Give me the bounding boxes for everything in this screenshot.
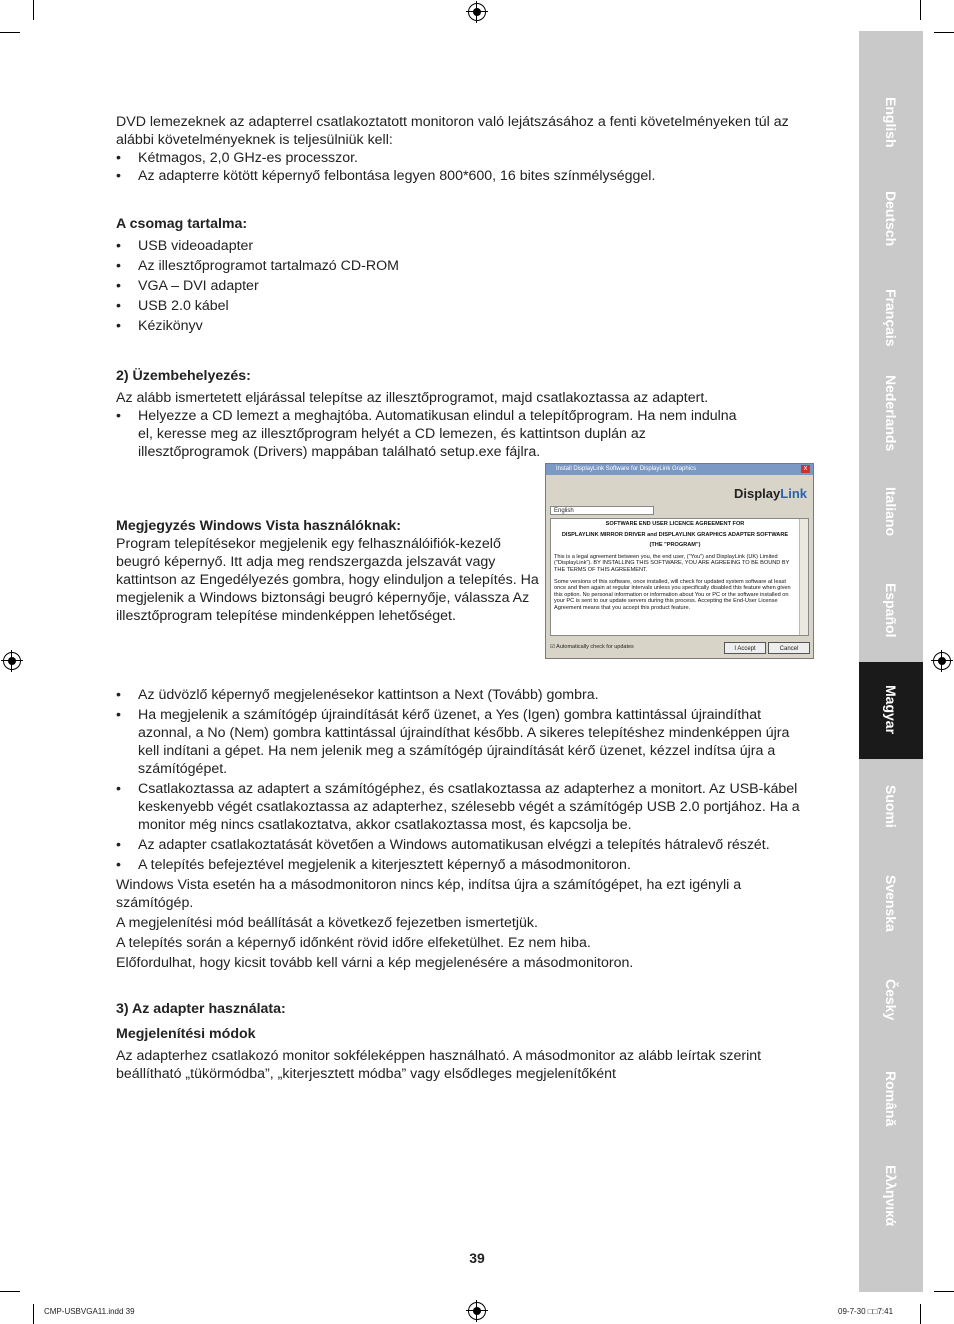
tab-cesky[interactable]: Česky	[883, 979, 899, 1021]
tab-ellinika[interactable]: Ελληνικά	[883, 1165, 899, 1227]
tab-suomi[interactable]: Suomi	[883, 785, 899, 828]
crop-mark	[33, 0, 34, 20]
crop-mark	[934, 32, 954, 33]
registration-mark-icon	[3, 652, 21, 670]
list-item: • A telepítés befejeztével megjelenik a kiterjesztett képernyő a másodmonitoron.	[116, 856, 806, 874]
tab-nederlands[interactable]: Nederlands	[883, 375, 899, 452]
after-text: Windows Vista esetén ha a másodmonitoron nincs kép, indítsa újra a számítógépet, ha ezt igényli a számítógép.	[116, 877, 742, 911]
crop-mark	[920, 0, 921, 20]
usage-text: Az adapterhez csatlakozó monitor sokféleképpen használható. A másodmonitor az alább leírtak szerint beállítható „tükörmódba”, „kiterjesztett módba” vagy elsődleges megjelenítőként	[116, 1048, 762, 1082]
after-text: Előfordulhat, hogy kicsit tovább kell várni a kép megjelenésére a másodmonitoron.	[116, 955, 634, 971]
usage-heading: 3) Az adapter használata:	[116, 1001, 286, 1017]
crop-mark	[33, 1304, 34, 1324]
install-intro: Az alább ismertetett eljárással telepítse az illesztőprogramot, majd csatlakoztassa az adaptert.	[116, 390, 709, 406]
list-item: • Kétmagos, 2,0 GHz-es processzor.	[116, 149, 806, 167]
crop-mark	[0, 32, 20, 33]
registration-mark-icon	[933, 652, 951, 670]
after-text: A megjelenítési mód beállítását a következő fejezetben ismertetjük.	[116, 915, 538, 931]
list-item: • Ha megjelenik a számítógép újraindítását kérő üzenet, a Yes (Igen) gombra kattintással újraindíthat azonnal, a No (Nem) gombra kattintással újraindíthat később. A sikeres telepítéshez mindenképpen újra kell indítani a gépet. Ha nem jelenik meg a számítógép újraindítását kérő üzenet, kézzel indítsa újra a számítógépet.	[116, 706, 806, 778]
tab-magyar[interactable]: Magyar	[859, 662, 923, 759]
language-sidebar	[859, 31, 923, 1292]
list-item: • Az üdvözlő képernyő megjelenésekor kattintson a Next (Tovább) gombra.	[116, 686, 806, 704]
page-number: 39	[469, 1250, 485, 1266]
package-heading: A csomag tartalma:	[116, 216, 248, 232]
licence-text: SOFTWARE END USER LICENCE AGREEMENT FOR DISPLAYLINK MIRROR DRIVER and DISPLAYLINK GRAPHICS ADAPTER SOFTWARE (THE "PROGRAM") This is a legal agreement between you, the end user, ("You") and DisplayLink (UK) Limited ("DisplayLink"). BY INSTALLING THIS SOFTWARE, YOU ARE AGREEING TO BE BOUND BY THE TERMS OF THIS AGREEMENT. Some versions of this software, once installed, will check for updated system software at least once and then again at regular intervals unless you specifically disabled this feature when given this option. No personal information or information about You or PC or the software installed on your PC is sent to our update servers during this process. Accepting the End-User License Agreement means that you accept this product feature.	[550, 518, 809, 636]
tab-francais[interactable]: Français	[883, 289, 899, 347]
list-item: • USB videoadapter	[116, 237, 806, 255]
scrollbar[interactable]	[799, 519, 808, 635]
displaylink-logo: DisplayLink	[734, 486, 807, 501]
update-checkbox[interactable]: ☑ Automatically check for updates	[550, 644, 634, 650]
registration-mark-icon	[468, 1302, 486, 1320]
crop-mark	[934, 1291, 954, 1292]
list-item: • Az adapterre kötött képernyő felbontása legyen 800*600, 16 bites színmélységgel.	[116, 167, 806, 185]
note-heading: Megjegyzés Windows Vista használóknak:	[116, 518, 402, 534]
installer-screenshot	[545, 463, 814, 659]
close-icon[interactable]: x	[801, 465, 810, 473]
footer-date: 09-7-30 □□7:41	[838, 1307, 894, 1316]
list-item: • Csatlakoztassa az adaptert a számítógéphez, és csatlakoztassa az adapterhez a monitort. Az USB-kábel keskenyebb végét csatlakoztassa az adapterhez, szélesebb végét a számítógép USB 2.0 portjához. Ha a monitor még nincs csatlakoztatva, akkor csatlakoztassa most, és kapcsolja be.	[116, 780, 806, 834]
list-item: • Kézikönyv	[116, 317, 806, 335]
list-item: • USB 2.0 kábel	[116, 297, 806, 315]
tab-deutsch[interactable]: Deutsch	[883, 191, 899, 247]
window-title: Install DisplayLink Software for DisplayLink Graphics	[546, 464, 813, 475]
after-text: A telepítés során a képernyő időnként rövid időre elfeketülhet. Ez nem hiba.	[116, 935, 591, 951]
install-heading: 2) Üzembehelyezés:	[116, 368, 251, 384]
footer-file: CMP-USBVGA11.indd 39	[44, 1307, 135, 1316]
registration-mark-icon	[468, 3, 486, 21]
intro-paragraph: DVD lemezeknek az adapterrel csatlakoztatott monitoron való lejátszásához a fenti követelményeken túl az alábbi követelményeknek is teljesülniük kell:	[116, 114, 789, 148]
crop-mark	[0, 1291, 20, 1292]
accept-button[interactable]: I Accept	[724, 642, 766, 654]
usage-subheading: Megjelenítési módok	[116, 1026, 256, 1042]
list-item: • VGA – DVI adapter	[116, 277, 806, 295]
list-item: • Helyezze a CD lemezt a meghajtóba. Automatikusan elindul a telepítőprogram. Ha nem indulna el, keresse meg az illesztőprogram helyét a CD lemezen, és kattintson duplán az illesztőprogramok (Drivers) mappában található setup.exe fájlra.	[116, 407, 742, 461]
tab-italiano[interactable]: Italiano	[883, 487, 899, 537]
tab-english[interactable]: English	[883, 97, 899, 148]
language-select[interactable]: English	[550, 506, 654, 515]
cancel-button[interactable]: Cancel	[768, 642, 810, 654]
tab-espanol[interactable]: Español	[883, 583, 899, 638]
list-item: • Az adapter csatlakoztatását követően a Windows automatikusan elvégzi a telepítés hátralevő részét.	[116, 836, 806, 854]
list-item: • Az illesztőprogramot tartalmazó CD-ROM	[116, 257, 806, 275]
note-text: Program telepítésekor megjelenik egy felhasználóifiók-kezelő beugró képernyő. Itt adja meg rendszergazda jelszavát vagy kattintson az Engedélyezés gombra, hogy elinduljon a telepítés. Ha megjelenik a Windows biztonsági beugró képernyője, válassza Az illesztőprogram telepítése mindenképpen lehetőséget.	[116, 536, 539, 624]
tab-romana[interactable]: Română	[883, 1071, 899, 1127]
crop-mark	[920, 1304, 921, 1324]
tab-svenska[interactable]: Svenska	[883, 875, 899, 932]
